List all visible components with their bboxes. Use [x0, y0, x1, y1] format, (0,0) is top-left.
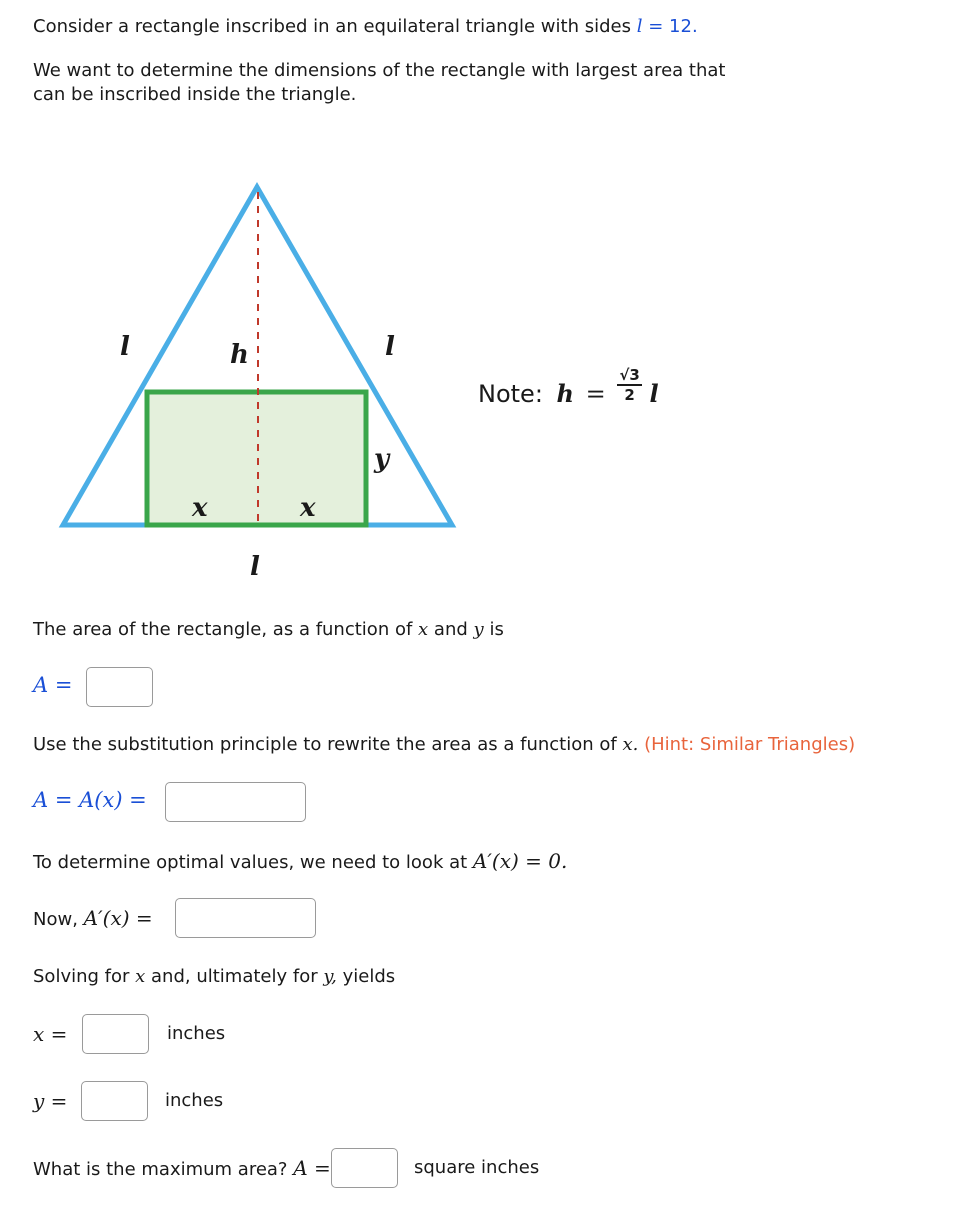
height-note [478, 366, 659, 416]
area-input[interactable] [86, 667, 153, 707]
note-denominator: 2 [624, 386, 635, 404]
x-unit: inches [167, 1023, 226, 1044]
y-input[interactable] [81, 1081, 148, 1121]
q1-is: is [489, 619, 504, 640]
area-function-label: A = A(x) = [33, 788, 147, 812]
q2-prompt [33, 734, 855, 755]
q3-text: To determine optimal values, we need to look at [33, 852, 468, 873]
max-area-unit: square inches [414, 1157, 540, 1178]
q4-text-c: yields [342, 966, 396, 987]
max-area-input[interactable] [331, 1148, 398, 1188]
x-label: x = [33, 1022, 68, 1046]
note-fraction [617, 366, 641, 404]
q2-hint: (Hint: Similar Triangles) [644, 734, 856, 755]
intro-line-2: We want to determine the dimensions of the rectangle with largest area that [33, 60, 726, 81]
note-prefix: Note: [478, 380, 543, 408]
q3-now: Now, [33, 909, 78, 930]
inscribed-rectangle [147, 392, 366, 525]
label-x-left: x [192, 493, 208, 523]
label-left-side: l [120, 332, 130, 362]
side-equals: = [648, 16, 664, 37]
q4-text-b: and, ultimately for [151, 966, 318, 987]
note-numerator: √3 [619, 366, 640, 384]
q1-y: y [473, 619, 484, 640]
intro-text: Consider a rectangle inscribed in an equilateral triangle with sides [33, 16, 631, 37]
note-l: l [649, 379, 659, 408]
label-right-side: l [385, 332, 395, 362]
q1-text: The area of the rectangle, as a function of [33, 619, 413, 640]
note-equals: = [585, 380, 606, 408]
label-y: y [374, 444, 390, 474]
q1-and: and [433, 619, 468, 640]
x-input[interactable] [82, 1014, 149, 1054]
label-x-right: x [300, 493, 316, 523]
q1-x: x [418, 619, 429, 640]
derivative-label: A′(x) = [83, 906, 153, 930]
label-base: l [250, 552, 260, 582]
q2-text: Use the substitution principle to rewrite the area as a function of [33, 734, 617, 755]
q1-prompt [33, 619, 504, 640]
note-h: h [556, 379, 574, 408]
q2-x: x. [622, 734, 639, 755]
q4-y: y, [323, 966, 337, 987]
side-variable: l [636, 16, 643, 37]
side-value: 12. [669, 16, 698, 37]
q3-prompt [33, 849, 567, 873]
q4-prompt [33, 966, 395, 987]
label-height: h [230, 340, 249, 370]
area-function-input[interactable] [165, 782, 306, 822]
derivative-label-row [33, 906, 153, 930]
y-label: y = [33, 1089, 68, 1113]
q3-expression: A′(x) = 0. [472, 849, 568, 873]
q5-text: What is the maximum area? [33, 1159, 288, 1180]
area-label: A = [33, 673, 73, 697]
q4-x: x [135, 966, 146, 987]
derivative-input[interactable] [175, 898, 316, 938]
q5-prompt [33, 1156, 331, 1180]
intro-line-3: can be inscribed inside the triangle. [33, 84, 357, 105]
max-area-label: A = [293, 1156, 331, 1180]
q4-text-a: Solving for [33, 966, 130, 987]
y-unit: inches [165, 1090, 224, 1111]
intro-line-1 [33, 16, 698, 37]
